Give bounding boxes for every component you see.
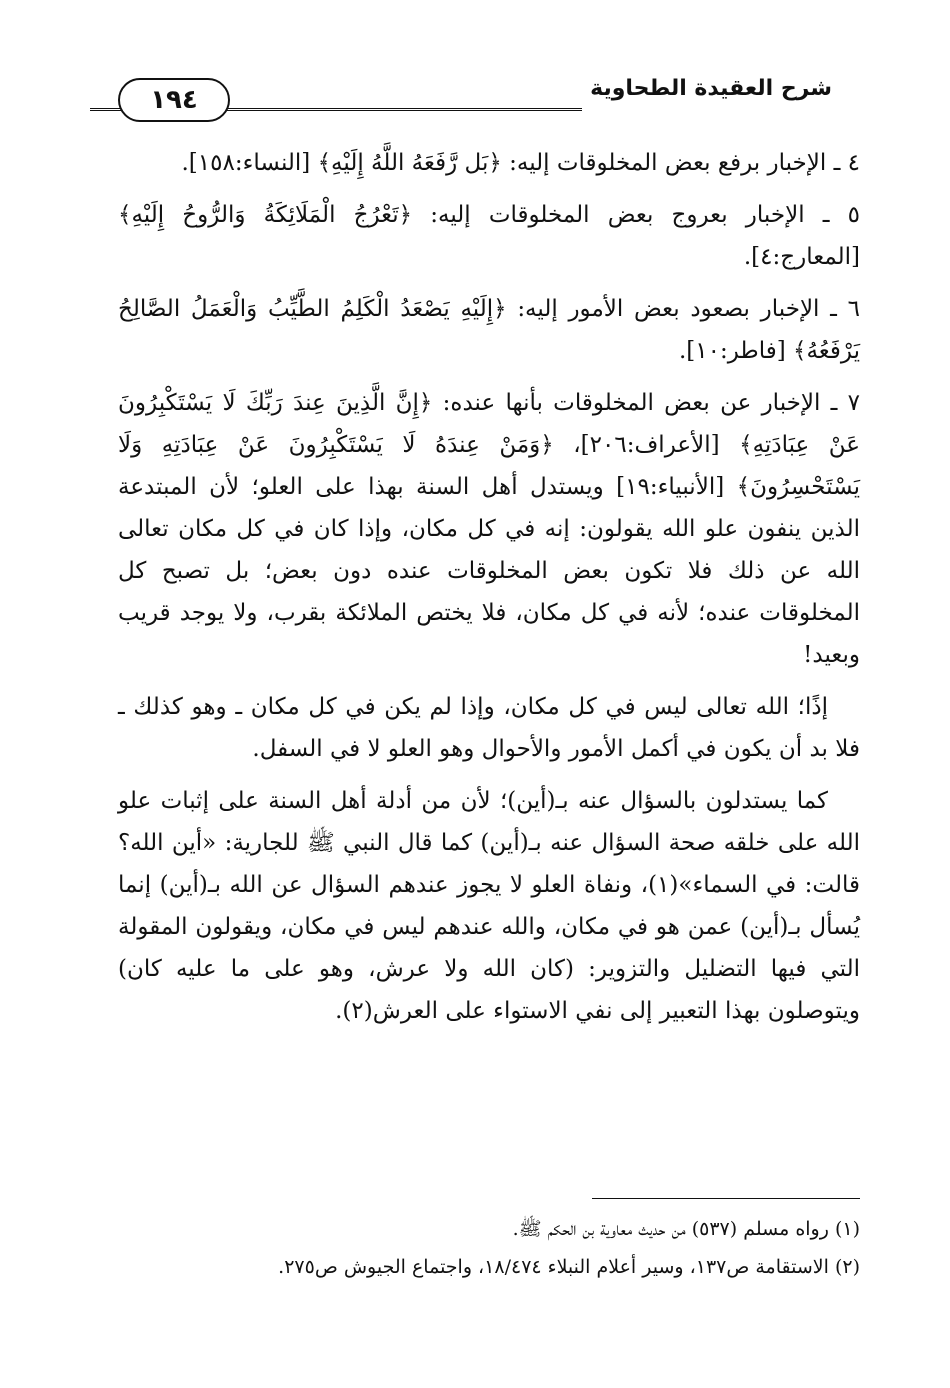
paragraph-7: ٧ ـ الإخبار عن بعض المخلوقات بأنها عنده: ﴿إِنَّ الَّذِينَ عِندَ رَبِّكَ لَا يَسْتَكْبِرُونَ عَنْ عِبَادَتِهِ﴾ [الأعراف:٢٠٦]، ﴿وَمَنْ عِندَهُ لَا يَسْتَكْبِرُونَ عَنْ عِبَادَتِهِ وَلَا يَسْتَحْسِرُونَ﴾ [الأنبياء:١٩] ويستدل أهل السنة بهذا على العلو؛ لأن المبتدعة الذين ينفون علو الله يقولون: إنه في كل مكان، وإذا كان في كل مكان تعالى الله عن ذلك فلا تكون بعض المخلوقات عنده دون بعض؛ بل تصبح كل المخلوقات عنده؛ لأنه في كل مكان، فلا يختص الملائكة بقرب، ولا يوجد قريب وبعيد!: [118, 390, 860, 668]
footnote-2: (٢) الاستقامة ص١٣٧، وسير أعلام النبلاء ١٨/٤٧٤، واجتماع الجيوش ص٢٧٥.: [278, 1256, 860, 1278]
footnotes: [118, 1210, 860, 1286]
paragraph-conclusion: إذًا؛ الله تعالى ليس في كل مكان، وإذا لم يكن في كل مكان ـ وهو كذلك ـ فلا بد أن يكون في أكمل الأمور والأحوال وهو العلو لا في السفل.: [118, 694, 860, 762]
paragraph-4: ٤ ـ الإخبار برفع بعض المخلوقات إليه: ﴿بَل رَّفَعَهُ اللَّهُ إِلَيْهِ﴾ [النساء:١٥٨].: [181, 150, 860, 176]
page-header: [118, 72, 832, 128]
running-title: شرح العقيدة الطحاوية: [590, 76, 832, 101]
page-number: ١٩٤: [118, 78, 230, 122]
paragraph-where-question: كما يستدلون بالسؤال عنه بـ(أين)؛ لأن من أدلة أهل السنة على إثبات علو الله على خلقه صحة السؤال عنه بـ(أين) كما قال النبي ﷺ للجارية: «أين الله؟ قالت: في السماء»(١)، ونفاة العلو لا يجوز عندهم السؤال عن الله بـ(أين) إنما يُسأل بـ(أين) عمن هو في مكان، والله عندهم ليس في مكان، ويقولون المقولة التي فيها التضليل والتزوير: (كان الله ولا عرش، وهو على ما عليه كان) ويتوصلون بهذا التعبير إلى نفي الاستواء على العرش(٢).: [118, 788, 860, 1024]
footnote-1: (١) رواه مسلم (٥٣٧) من حديث معاوية بن الحكم ﷺ.: [512, 1218, 860, 1240]
paragraph-5: ٥ ـ الإخبار بعروج بعض المخلوقات إليه: ﴿تَعْرُجُ الْمَلَائِكَةُ وَالرُّوحُ إِلَيْهِ﴾ [المعارج:٤].: [118, 202, 860, 270]
main-text: [118, 142, 860, 1042]
footnote-rule: [592, 1198, 860, 1199]
paragraph-6: ٦ ـ الإخبار بصعود بعض الأمور إليه: ﴿إِلَيْهِ يَصْعَدُ الْكَلِمُ الطَّيِّبُ وَالْعَمَلُ الصَّالِحُ يَرْفَعُهُ﴾ [فاطر:١٠].: [118, 296, 860, 364]
